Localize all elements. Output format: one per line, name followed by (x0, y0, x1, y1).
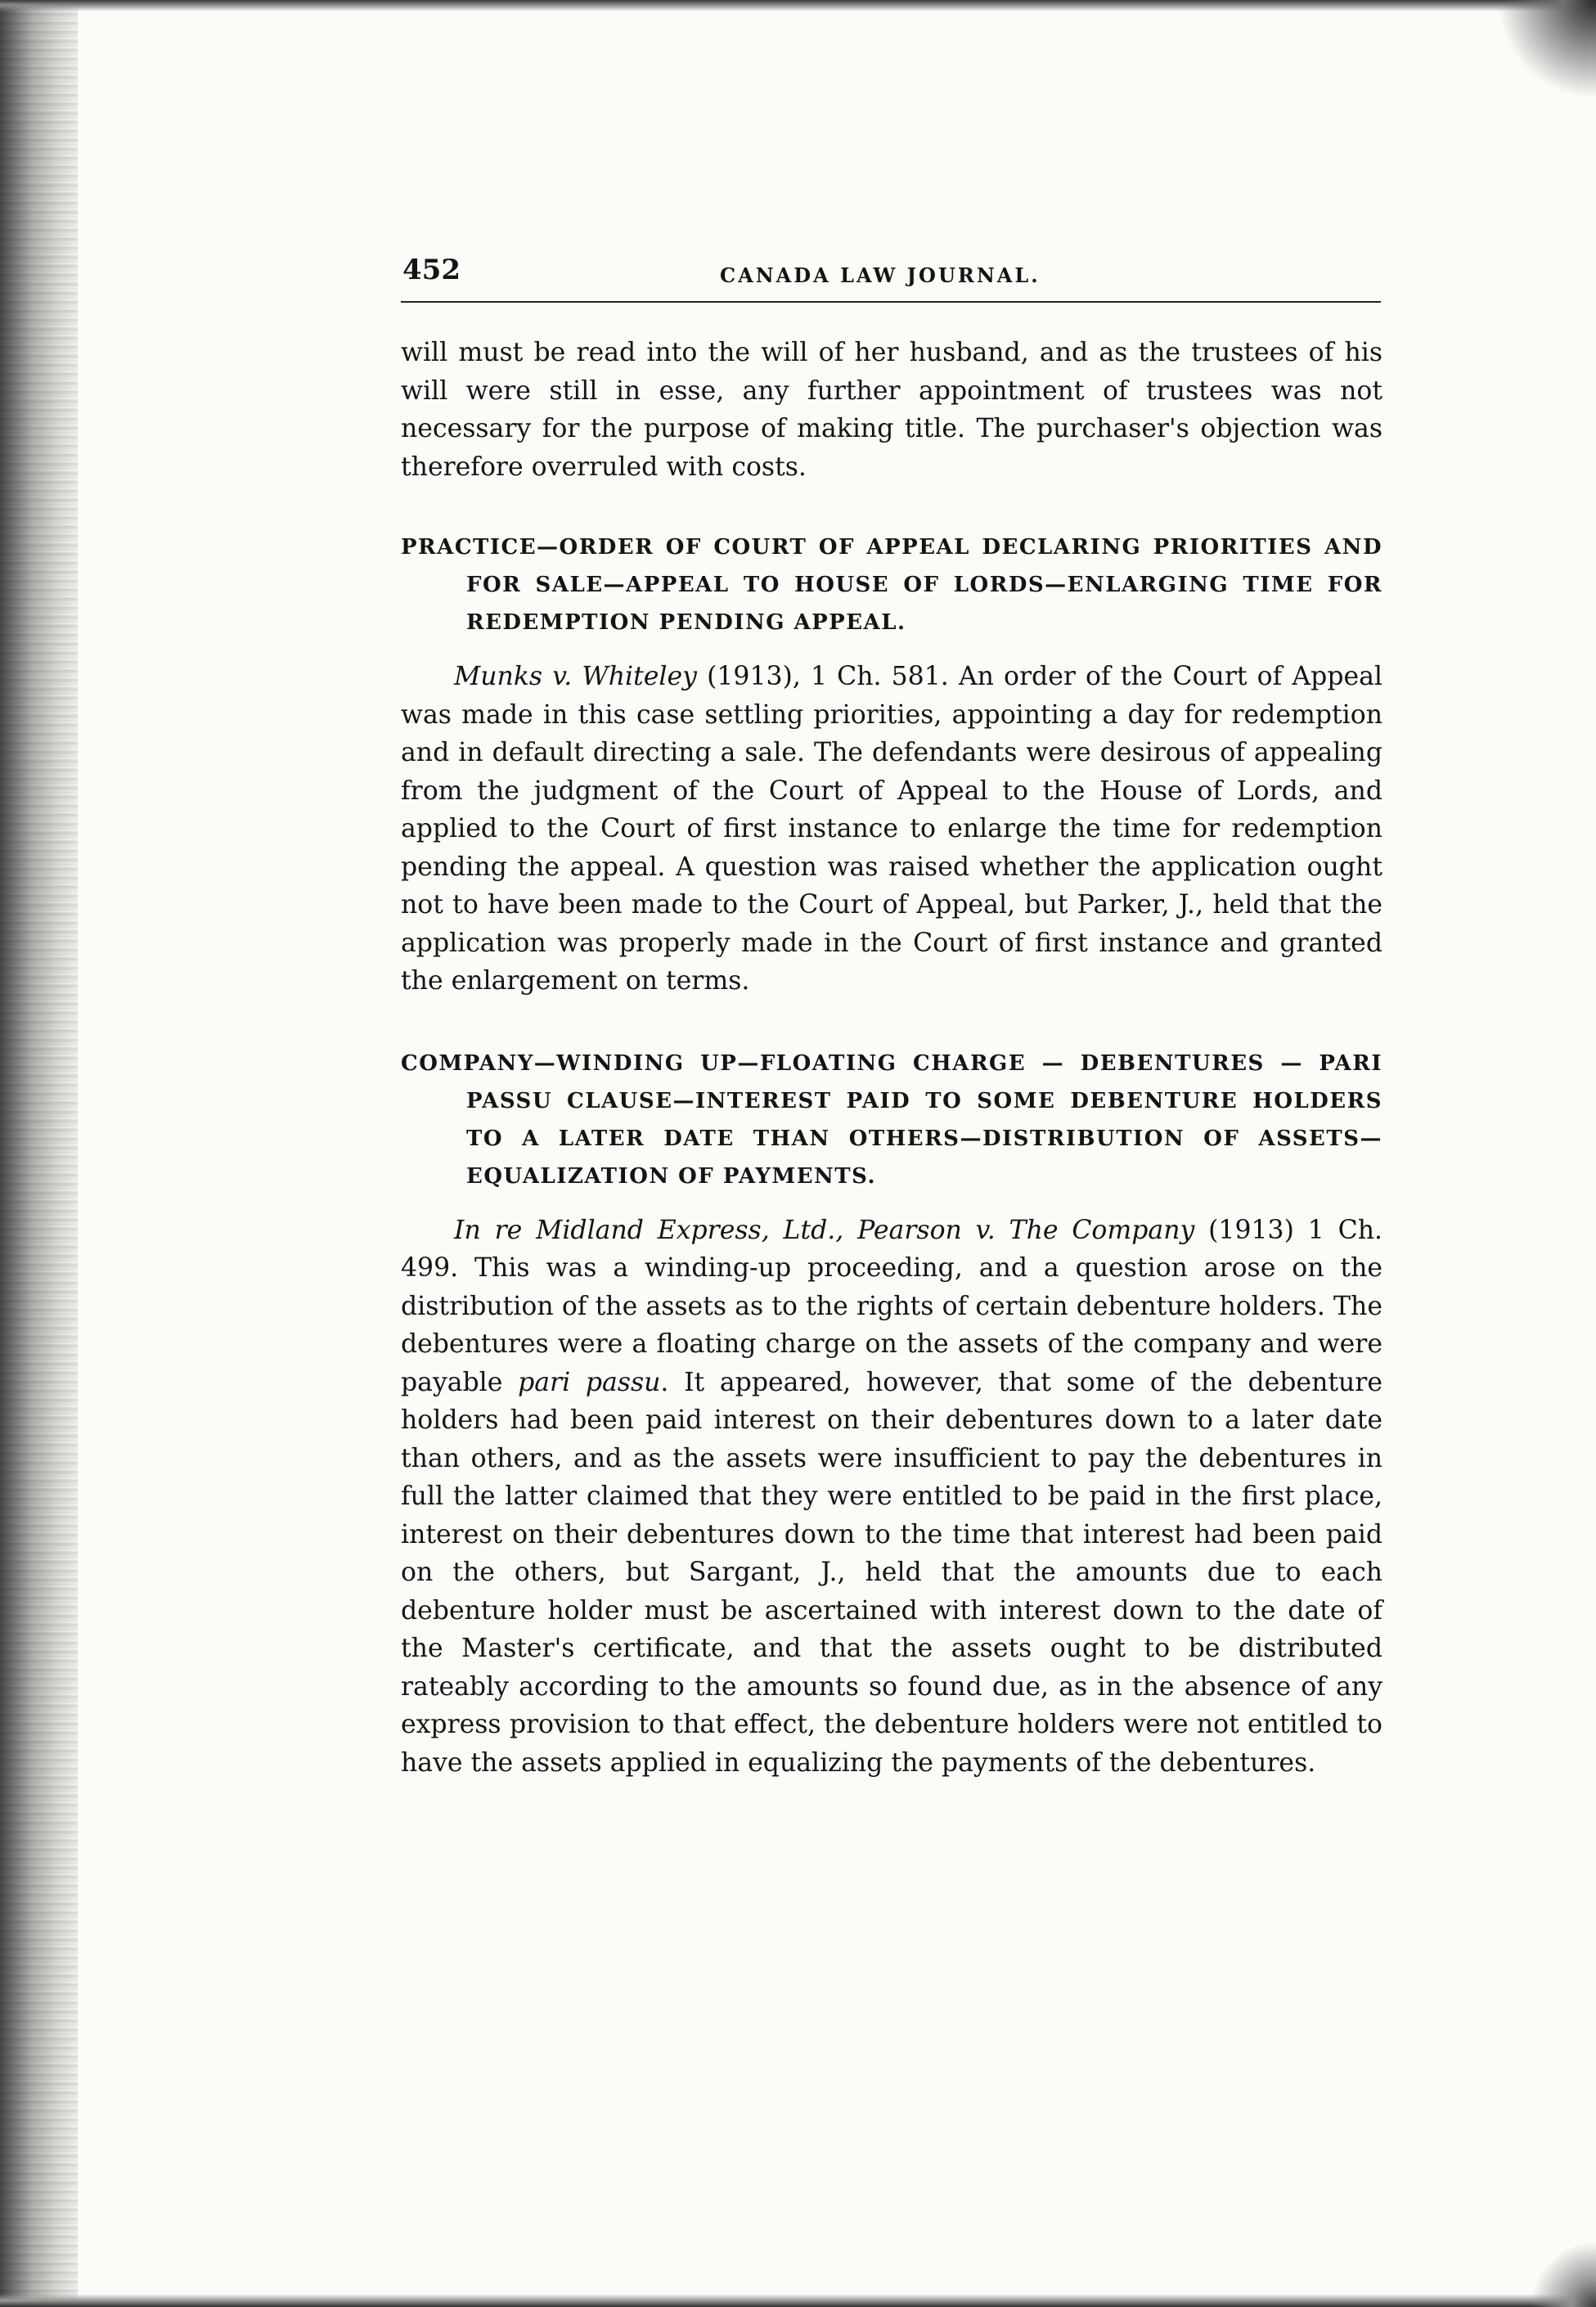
continuation-paragraph (401, 334, 1382, 486)
section-heading-company: COMPANY—WINDING UP—FLOATING CHARGE — DEBENTURES — PARI PASSU CLAUSE—INTEREST PAID TO SOME DEBENTURE HOLDERS TO A LATER DATE THAN OTHERS—DISTRIBUTION OF ASSETS—EQUALIZATION OF PAYMENTS. (401, 1050, 1382, 1189)
header-rule (401, 301, 1381, 303)
case-body: An order of the Court of Appeal was made in this case settling priorities, appointing a day for redemption and in default directing a sale. The defendants were desirous of appealing from the judgment of the Court of Appeal to the House of Lords, and applied to the Court of first instance to enlarge the time for redemption pending the appeal. A question was raised whether the application ought not to have been made to the Court of Appeal, but Parker, J., held that the application was properly made in the Court of first instance and granted the enlargement on terms. (401, 662, 1382, 996)
scan-bottom-edge (0, 2294, 1596, 2307)
scan-corner-bottom-right (1531, 2209, 1596, 2307)
section-heading-practice: PRACTICE—ORDER OF COURT OF APPEAL DECLARING PRIORITIES AND FOR SALE—APPEAL TO HOUSE OF LORDS—ENLARGING TIME FOR REDEMPTION PENDING APPEAL. (401, 535, 1382, 635)
page-number: 452 (402, 254, 461, 286)
running-title: CANADA LAW JOURNAL. (720, 263, 1041, 287)
case-name: In re Midland Express, Ltd., Pearson v. The Company (454, 1215, 1195, 1245)
scan-binding-shadow (0, 0, 78, 2307)
scan-corner-top-right (1498, 0, 1596, 123)
continuation-text: will must be read into the will of her husband, and as the trustees of his will were still in esse, any further appointment of trustees was not necessary for the purpose of making title. The purchaser's objection was therefore overruled with costs. (401, 338, 1382, 482)
case-body: This was a winding-up proceeding, and a question arose on the distribution of the assets as to the rights of certain debenture holders. The debentures were a floating charge on the assets of the company and were payable (401, 1253, 1382, 1397)
section-body-practice (401, 658, 1382, 1001)
case-body-continued: . It appeared, however, that some of the debenture holders had been paid interest on their debentures down to a later date than others, and as the assets were insufficient to pay the debentures in full the latter claimed that they were entitled to be paid in the first place, interest on their debentures down to the time that interest had been paid on the others, but Sargant, J., held that the amounts due to each debenture holder must be ascertained with interest down to the date of the Master's certificate, and that the assets ought to be distributed rateably according to the amounts so found due, as in the absence of any express provision to that effect, the debenture holders were not entitled to have the assets applied in equalizing the payments of the debentures. (401, 1367, 1383, 1778)
page-header (401, 254, 1382, 299)
section-body-company (401, 1212, 1382, 1783)
case-name: Munks v. Whiteley (454, 662, 697, 691)
case-body-italic: pari passu (518, 1367, 661, 1397)
journal-page (401, 254, 1382, 1782)
case-citation: (1913) 1 Ch. 499. (401, 1215, 1382, 1283)
scan-top-edge (0, 0, 1596, 11)
case-citation: (1913), 1 Ch. 581. (696, 662, 949, 691)
